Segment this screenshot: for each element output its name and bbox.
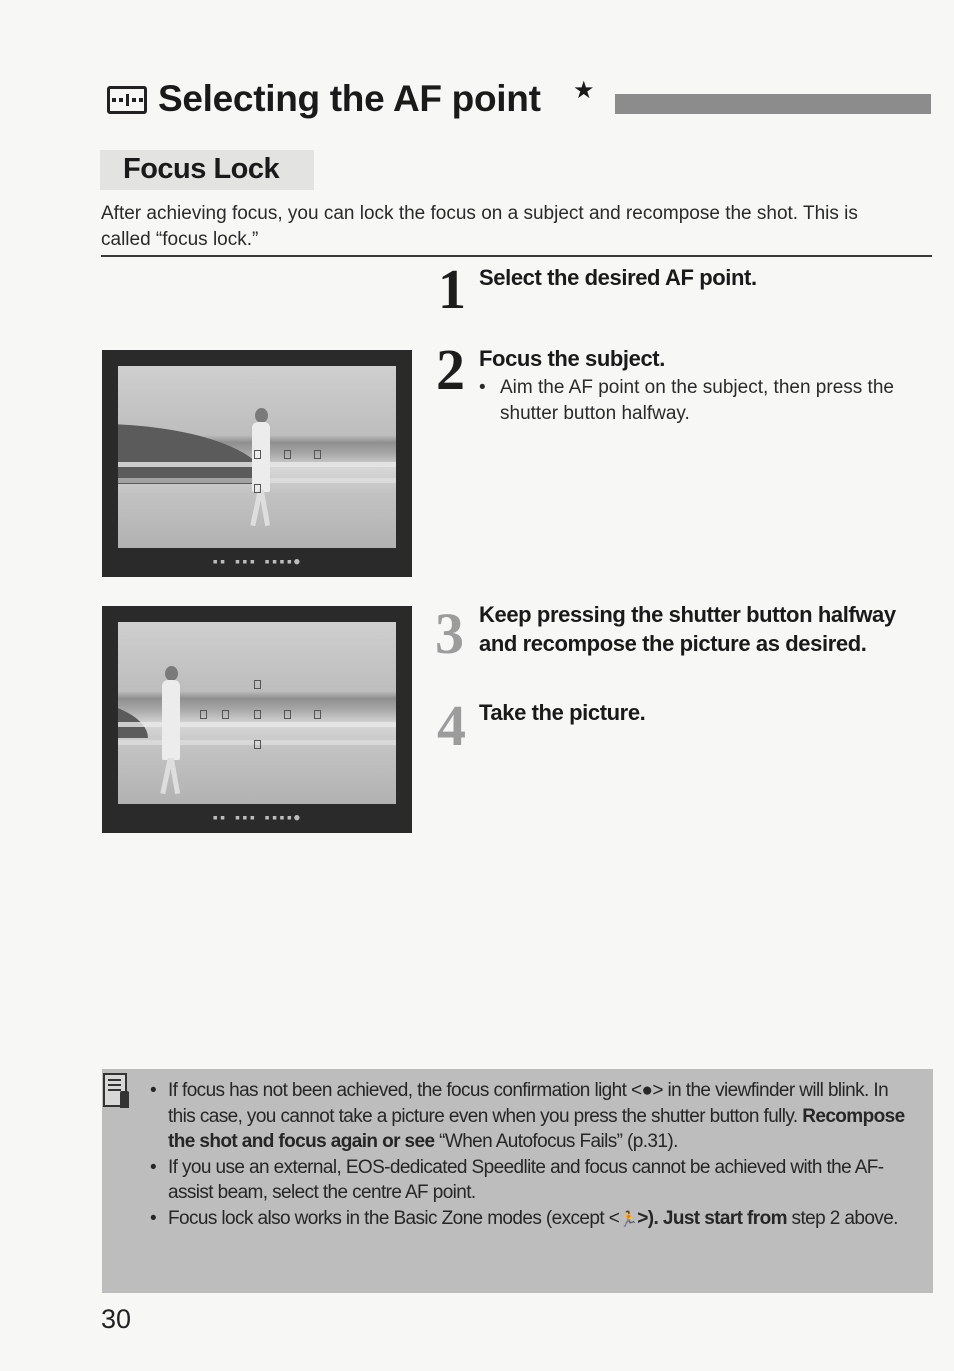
page-number: 30 bbox=[101, 1304, 132, 1334]
af-point-marker bbox=[254, 710, 261, 719]
note-item-3: • Focus lock also works in the Basic Zone modes (except <🏃>). Just start from step 2 above. bbox=[148, 1206, 918, 1233]
beach-scene bbox=[118, 366, 396, 548]
subject-person bbox=[250, 408, 272, 528]
step-number-1: 1 bbox=[438, 259, 466, 321]
viewfinder-info-readout: ▪▪ ▪▪▪ ▪▪▪▪● bbox=[212, 813, 302, 823]
page-title: Selecting the AF point bbox=[158, 78, 541, 119]
step-number-3: 3 bbox=[435, 601, 464, 666]
sports-mode-icon: 🏃 bbox=[619, 1210, 638, 1228]
memo-pencil-icon bbox=[103, 1073, 127, 1107]
af-point-marker bbox=[200, 710, 207, 719]
advanced-feature-star-icon: ★ bbox=[573, 77, 595, 104]
af-point-marker bbox=[254, 680, 261, 689]
af-point-marker bbox=[284, 450, 291, 459]
af-point-marker bbox=[222, 710, 229, 719]
step-title-3: Keep pressing the shutter button halfway and recompose the picture as desired. bbox=[479, 602, 896, 656]
af-point-marker bbox=[254, 740, 261, 749]
step-number-4: 4 bbox=[437, 693, 466, 758]
viewfinder-info-readout: ▪▪ ▪▪▪ ▪▪▪▪● bbox=[212, 557, 302, 567]
step-title-2: Focus the subject. bbox=[479, 346, 665, 371]
step-2-bullet-text: Aim the AF point on the subject, then press the shutter button halfway. bbox=[500, 377, 894, 424]
subject-person bbox=[160, 666, 182, 796]
section-intro: After achieving focus, you can lock the focus on a subject and recompose the shot. This is called “focus lock.” bbox=[101, 203, 858, 250]
step-2-bullet: • Aim the AF point on the subject, then press the shutter button halfway. bbox=[479, 375, 909, 427]
note-item-1: • If focus has not been achieved, the focus confirmation light <●> in the viewfinder will blink. In this case, you cannot take a picture even when you press the shutter button fully. Recompose the shot and focus again or see “When Autofocus Fails” (p.31). bbox=[148, 1078, 918, 1155]
beach-scene bbox=[118, 622, 396, 804]
header-rule-bar bbox=[615, 94, 931, 114]
section-divider bbox=[101, 255, 932, 257]
af-point-marker bbox=[314, 710, 321, 719]
af-point-marker bbox=[284, 710, 291, 719]
note-item-2: • If you use an external, EOS-dedicated Speedlite and focus cannot be achieved with the AF-assist beam, select the centre AF point. bbox=[148, 1155, 918, 1206]
section-title: Focus Lock bbox=[123, 153, 280, 185]
notes-list bbox=[148, 1078, 918, 1232]
viewfinder-image-focus bbox=[102, 350, 412, 577]
af-point-selection-icon bbox=[107, 86, 147, 114]
af-point-marker bbox=[254, 484, 261, 493]
af-point-marker bbox=[254, 450, 261, 459]
step-number-2: 2 bbox=[436, 337, 465, 402]
step-title-1: Select the desired AF point. bbox=[479, 265, 757, 290]
viewfinder-image-recompose bbox=[102, 606, 412, 833]
af-point-marker bbox=[314, 450, 321, 459]
step-title-4: Take the picture. bbox=[479, 700, 646, 725]
